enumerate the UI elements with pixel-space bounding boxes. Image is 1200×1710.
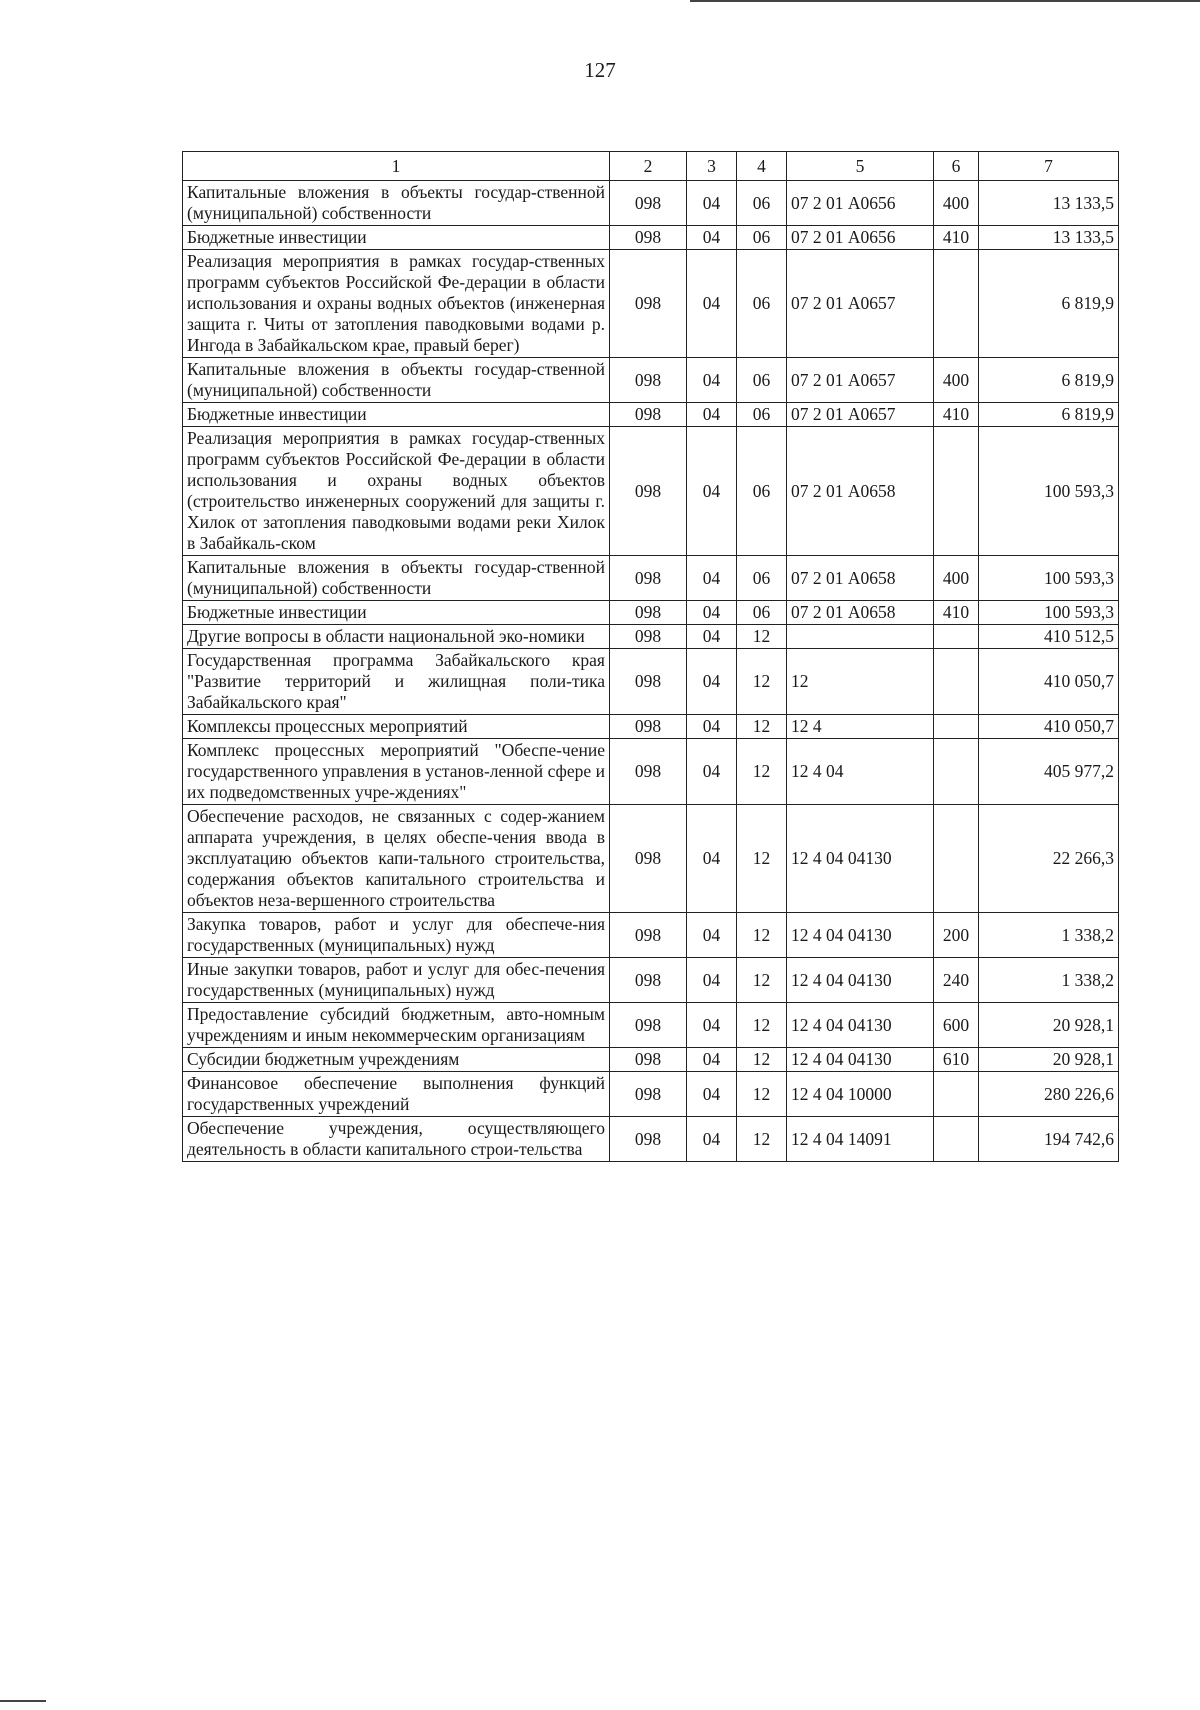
row-subsection-code: 12 [737,715,787,739]
row-amount: 22 266,3 [979,805,1119,913]
row-amount: 194 742,6 [979,1117,1119,1162]
row-subsection-code: 12 [737,958,787,1003]
row-amount: 13 133,5 [979,181,1119,226]
row-amount: 20 928,1 [979,1048,1119,1072]
row-main-admin-code: 098 [610,805,687,913]
row-amount: 280 226,6 [979,1072,1119,1117]
row-subsection-code: 06 [737,403,787,427]
row-target-item-code: 07 2 01 А0657 [787,250,934,358]
row-section-code: 04 [687,427,737,556]
row-name: Капитальные вложения в объекты государ-ственной (муниципальной) собственности [183,181,610,226]
table-row [183,427,1119,556]
row-name: Иные закупки товаров, работ и услуг для обес-печения государственных (муниципальных) нужд [183,958,610,1003]
row-expense-type-code [934,805,979,913]
row-main-admin-code: 098 [610,958,687,1003]
row-main-admin-code: 098 [610,739,687,805]
row-main-admin-code: 098 [610,226,687,250]
row-name: Обеспечение учреждения, осуществляющего деятельность в области капитального строи-тельства [183,1117,610,1162]
row-target-item-code: 07 2 01 А0658 [787,556,934,601]
row-name: Финансовое обеспечение выполнения функций государственных учреждений [183,1072,610,1117]
row-target-item-code: 07 2 01 А0656 [787,226,934,250]
row-name: Капитальные вложения в объекты государ-ственной (муниципальной) собственности [183,358,610,403]
row-section-code: 04 [687,358,737,403]
row-main-admin-code: 098 [610,625,687,649]
row-section-code: 04 [687,625,737,649]
budget-table [182,151,1119,1162]
table-row [183,358,1119,403]
row-section-code: 04 [687,1048,737,1072]
row-target-item-code: 07 2 01 А0658 [787,427,934,556]
row-expense-type-code: 400 [934,358,979,403]
row-amount: 410 050,7 [979,715,1119,739]
table-header-row [183,152,1119,181]
table-row [183,1003,1119,1048]
row-target-item-code: 07 2 01 А0658 [787,601,934,625]
table-row [183,649,1119,715]
row-section-code: 04 [687,250,737,358]
row-name: Другие вопросы в области национальной эко-номики [183,625,610,649]
row-amount: 410 512,5 [979,625,1119,649]
row-expense-type-code: 610 [934,1048,979,1072]
row-expense-type-code [934,427,979,556]
row-subsection-code: 12 [737,1117,787,1162]
row-amount: 6 819,9 [979,250,1119,358]
row-section-code: 04 [687,958,737,1003]
row-amount: 13 133,5 [979,226,1119,250]
column-header: 4 [737,152,787,181]
column-header: 2 [610,152,687,181]
table-row [183,250,1119,358]
row-target-item-code: 12 4 04 [787,739,934,805]
row-section-code: 04 [687,805,737,913]
row-subsection-code: 12 [737,739,787,805]
row-main-admin-code: 098 [610,649,687,715]
row-amount: 100 593,3 [979,601,1119,625]
row-name: Государственная программа Забайкальского края "Развитие территорий и жилищная поли-тика Забайкальского края" [183,649,610,715]
row-expense-type-code [934,250,979,358]
row-name: Субсидии бюджетным учреждениям [183,1048,610,1072]
row-section-code: 04 [687,226,737,250]
row-main-admin-code: 098 [610,601,687,625]
row-name: Комплексы процессных мероприятий [183,715,610,739]
table-row [183,805,1119,913]
row-name: Комплекс процессных мероприятий "Обеспе-чение государственного управления в установ-ленной сфере и их подведомственных учре-ждениях" [183,739,610,805]
column-header: 1 [183,152,610,181]
table-row [183,601,1119,625]
row-amount: 1 338,2 [979,958,1119,1003]
row-target-item-code: 07 2 01 А0657 [787,403,934,427]
row-expense-type-code [934,739,979,805]
scan-edge-bottom-left [0,1700,46,1702]
table-body [183,152,1119,1162]
row-subsection-code: 06 [737,427,787,556]
scan-edge-top-right [690,0,1200,2]
row-expense-type-code: 200 [934,913,979,958]
table-row [183,1048,1119,1072]
row-main-admin-code: 098 [610,715,687,739]
row-amount: 6 819,9 [979,358,1119,403]
table-row [183,556,1119,601]
row-main-admin-code: 098 [610,427,687,556]
row-amount: 405 977,2 [979,739,1119,805]
row-name: Реализация мероприятия в рамках государ-ственных программ субъектов Российской Фе-дерации в области использования и охраны водных объектов (строительство инженерных сооружений для защиты г. Хилок от затопления паводковыми водами реки Хилок в Забайкаль-ском [183,427,610,556]
row-target-item-code [787,625,934,649]
row-subsection-code: 12 [737,625,787,649]
row-expense-type-code [934,1117,979,1162]
row-expense-type-code [934,649,979,715]
row-main-admin-code: 098 [610,556,687,601]
row-name: Обеспечение расходов, не связанных с содер-жанием аппарата учреждения, в целях обеспе-чения ввода в эксплуатацию объектов капи-тального строительства, содержания объектов капитального строительства и объектов неза-вершенного строительства [183,805,610,913]
row-target-item-code: 12 4 [787,715,934,739]
row-section-code: 04 [687,913,737,958]
row-expense-type-code: 410 [934,601,979,625]
table-row [183,181,1119,226]
table-row [183,1117,1119,1162]
row-expense-type-code [934,1072,979,1117]
row-subsection-code: 06 [737,601,787,625]
row-subsection-code: 12 [737,649,787,715]
row-main-admin-code: 098 [610,1003,687,1048]
row-section-code: 04 [687,649,737,715]
row-main-admin-code: 098 [610,181,687,226]
row-expense-type-code: 240 [934,958,979,1003]
row-expense-type-code: 400 [934,556,979,601]
row-name: Реализация мероприятия в рамках государ-ственных программ субъектов Российской Фе-дерации в области использования и охраны водных объектов (инженерная защита г. Читы от затопления паводковыми водами р. Ингода в Забайкальском крае, правый берег) [183,250,610,358]
row-target-item-code: 07 2 01 А0657 [787,358,934,403]
row-target-item-code: 12 4 04 04130 [787,913,934,958]
row-main-admin-code: 098 [610,1048,687,1072]
row-amount: 20 928,1 [979,1003,1119,1048]
row-subsection-code: 12 [737,913,787,958]
table-row [183,913,1119,958]
column-header: 7 [979,152,1119,181]
row-main-admin-code: 098 [610,403,687,427]
row-name: Бюджетные инвестиции [183,403,610,427]
row-name: Закупка товаров, работ и услуг для обеспече-ния государственных (муниципальных) нужд [183,913,610,958]
row-expense-type-code: 410 [934,403,979,427]
row-section-code: 04 [687,403,737,427]
row-target-item-code: 12 [787,649,934,715]
row-target-item-code: 12 4 04 04130 [787,805,934,913]
row-expense-type-code: 600 [934,1003,979,1048]
row-main-admin-code: 098 [610,1117,687,1162]
row-target-item-code: 07 2 01 А0656 [787,181,934,226]
row-subsection-code: 06 [737,250,787,358]
row-amount: 100 593,3 [979,427,1119,556]
table-row [183,403,1119,427]
table-row [183,625,1119,649]
row-target-item-code: 12 4 04 04130 [787,1048,934,1072]
table-row [183,1072,1119,1117]
row-amount: 1 338,2 [979,913,1119,958]
row-section-code: 04 [687,181,737,226]
row-main-admin-code: 098 [610,358,687,403]
row-subsection-code: 12 [737,1072,787,1117]
row-main-admin-code: 098 [610,913,687,958]
row-subsection-code: 06 [737,556,787,601]
row-section-code: 04 [687,556,737,601]
row-main-admin-code: 098 [610,250,687,358]
row-name: Предоставление субсидий бюджетным, авто-номным учреждениям и иным некоммерческим организациям [183,1003,610,1048]
row-section-code: 04 [687,601,737,625]
row-expense-type-code: 400 [934,181,979,226]
row-target-item-code: 12 4 04 04130 [787,958,934,1003]
row-amount: 410 050,7 [979,649,1119,715]
table-row [183,226,1119,250]
table-row [183,715,1119,739]
table-row [183,958,1119,1003]
table-row [183,739,1119,805]
row-expense-type-code [934,625,979,649]
row-name: Капитальные вложения в объекты государ-ственной (муниципальной) собственности [183,556,610,601]
page-number: 127 [584,58,616,82]
row-section-code: 04 [687,739,737,805]
row-subsection-code: 06 [737,358,787,403]
row-target-item-code: 12 4 04 14091 [787,1117,934,1162]
row-subsection-code: 12 [737,1048,787,1072]
row-subsection-code: 12 [737,805,787,913]
row-subsection-code: 06 [737,226,787,250]
row-target-item-code: 12 4 04 10000 [787,1072,934,1117]
column-header: 6 [934,152,979,181]
row-main-admin-code: 098 [610,1072,687,1117]
row-subsection-code: 06 [737,181,787,226]
row-section-code: 04 [687,715,737,739]
row-name: Бюджетные инвестиции [183,601,610,625]
row-target-item-code: 12 4 04 04130 [787,1003,934,1048]
row-expense-type-code [934,715,979,739]
row-name: Бюджетные инвестиции [183,226,610,250]
row-expense-type-code: 410 [934,226,979,250]
row-amount: 100 593,3 [979,556,1119,601]
row-section-code: 04 [687,1072,737,1117]
row-subsection-code: 12 [737,1003,787,1048]
row-section-code: 04 [687,1117,737,1162]
column-header: 5 [787,152,934,181]
row-amount: 6 819,9 [979,403,1119,427]
row-section-code: 04 [687,1003,737,1048]
column-header: 3 [687,152,737,181]
